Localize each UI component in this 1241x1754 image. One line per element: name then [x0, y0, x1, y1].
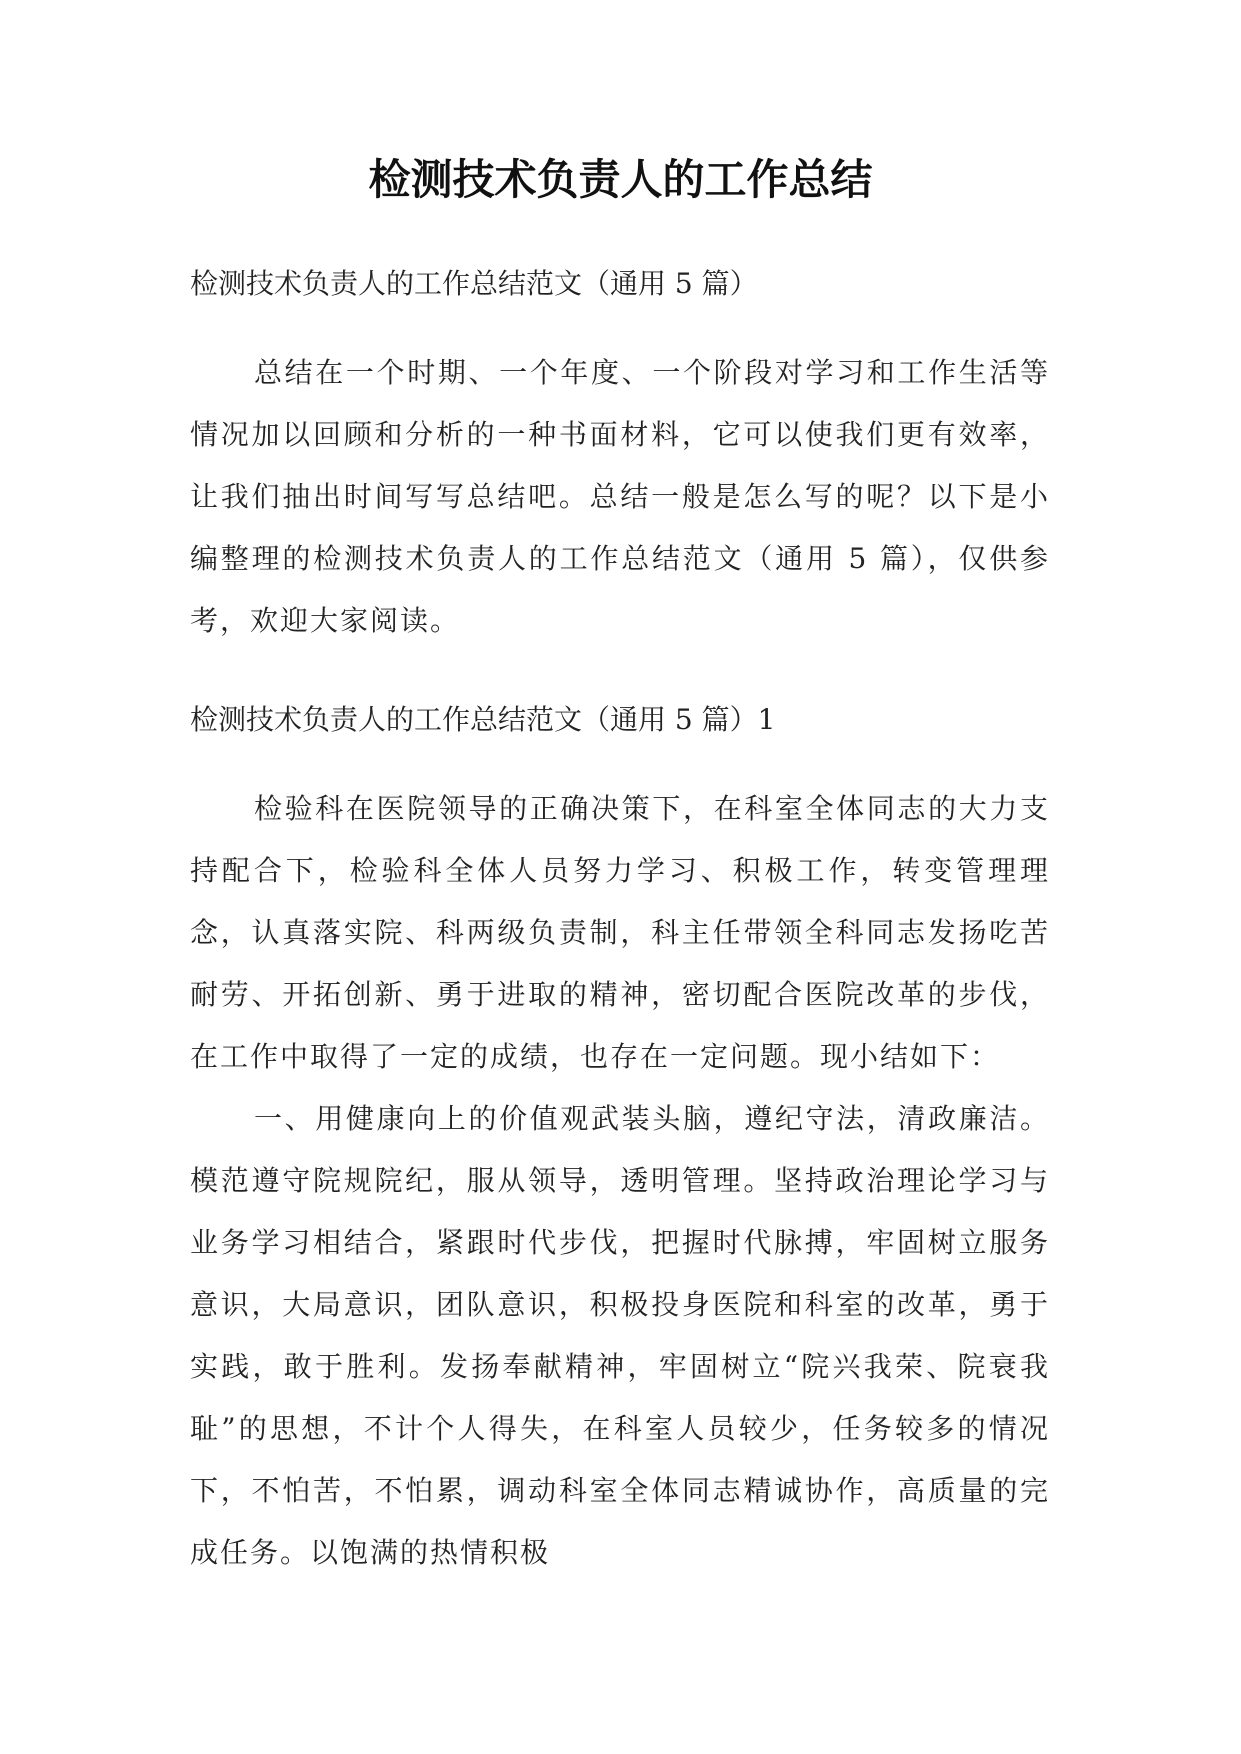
- intro-paragraph: 总结在一个时期、一个年度、一个阶段对学习和工作生活等情况加以回顾和分析的一种书面材料，它可以使我们更有效率，让我们抽出时间写写总结吧。总结一般是怎么写的呢？以下是小编整理的检测技术负责人的工作总结范文（通用 5 篇），仅供参考，欢迎大家阅读。: [190, 356, 1050, 637]
- section-heading: 检测技术负责人的工作总结范文（通用 5 篇）1: [190, 703, 776, 736]
- body-paragraph: 一、用健康向上的价值观武装头脑，遵纪守法，清政廉洁。模范遵守院规院纪，服从领导，透明管理。坚持政治理论学习与业务学习相结合，紧跟时代步伐，把握时代脉搏，牢固树立服务意识，大局意识，团队意识，积极投身医院和科室的改革，勇于实践，敢于胜利。发扬奉献精神，牢固树立“院兴我荣、院衰我耻”的思想，不计个人得失，在科室人员较少，任务较多的情况下，不怕苦，不怕累，调动科室全体同志精诚协作，高质量的完成任务。以饱满的热情积极: [190, 1102, 1050, 1569]
- document-title: 检测技术负责人的工作总结: [368, 155, 873, 204]
- document-subtitle: 检测技术负责人的工作总结范文（通用 5 篇）: [190, 267, 758, 300]
- body-paragraph: 检验科在医院领导的正确决策下，在科室全体同志的大力支持配合下，检验科全体人员努力学习、积极工作，转变管理理念，认真落实院、科两级负责制，科主任带领全科同志发扬吃苦耐劳、开拓创新、勇于进取的精神，密切配合医院改革的步伐，在工作中取得了一定的成绩，也存在一定问题。现小结如下：: [190, 792, 1050, 1073]
